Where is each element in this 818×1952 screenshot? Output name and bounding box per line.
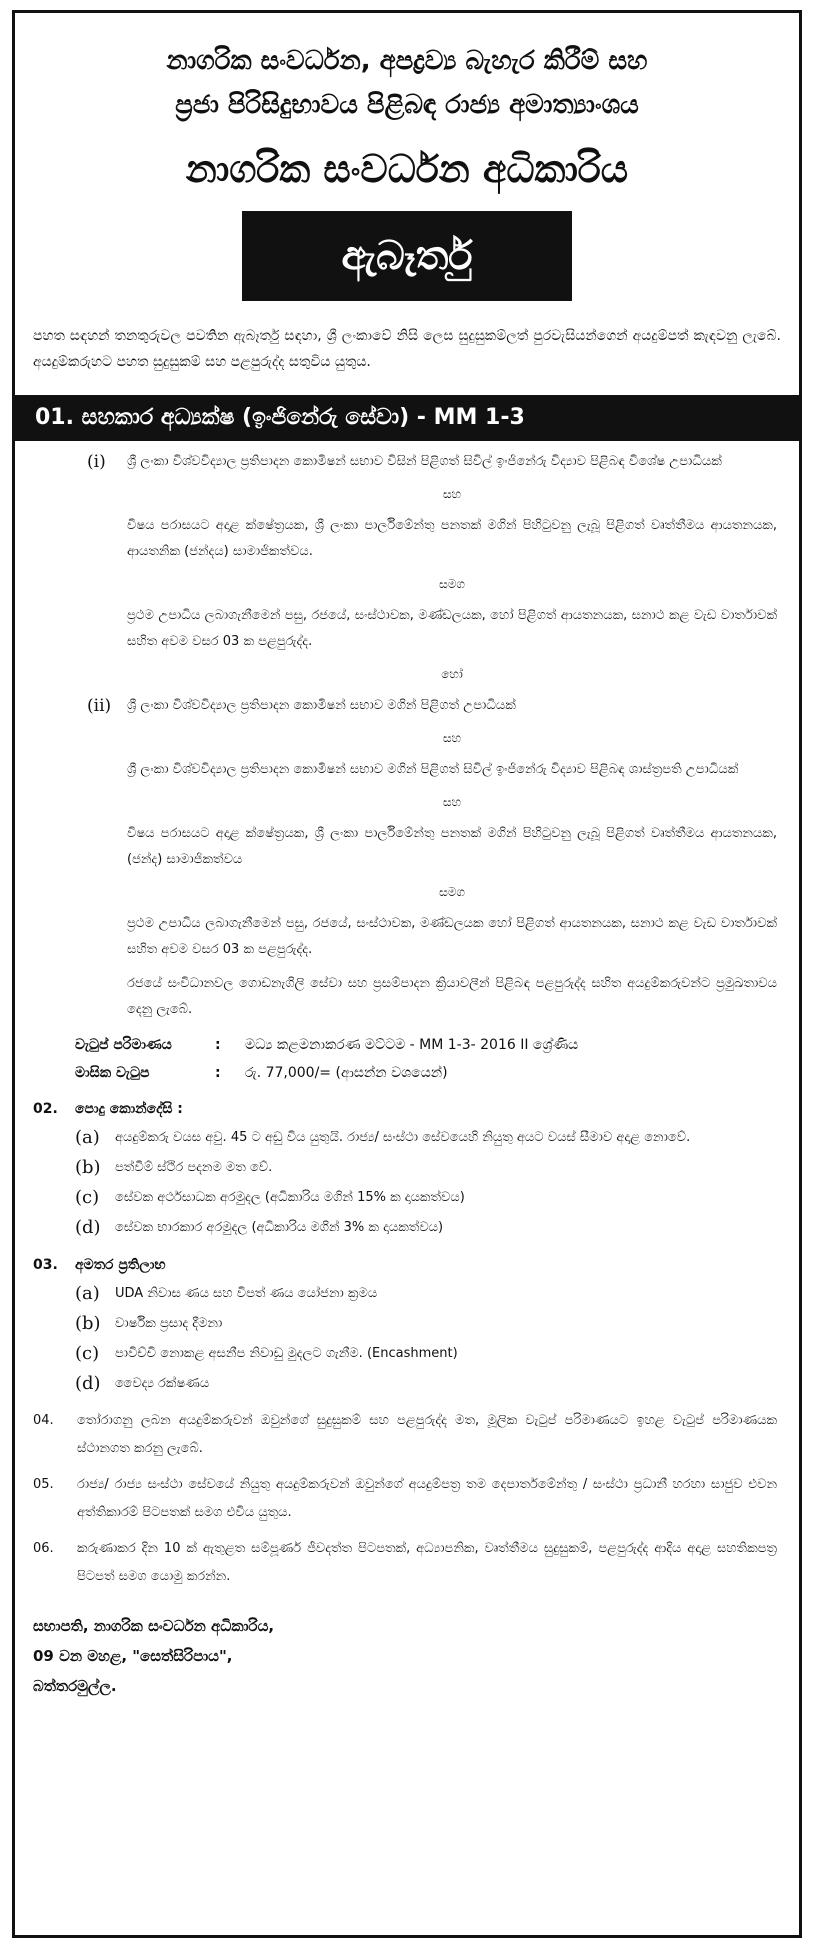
ministry-title-line2: ප්‍රජා පිරිසිදුභාවය පිළිබඳ රාජ්‍ය අමාත්‍යාංශය xyxy=(175,90,639,120)
benefit-item xyxy=(75,1339,777,1369)
address-line-1: සභාපති, නාගරික සංවර්ධන අධිකාරිය, xyxy=(33,1617,275,1635)
paragraph-number: 06. xyxy=(33,1541,54,1556)
monthly-salary-row: මාසික වැටුප : රු. 77,000/= (ආසන්න වශයෙන්) xyxy=(75,1059,799,1087)
qualification-text: ප්‍රථම උපාධිය ලබාගැනීමෙන් පසු, රජයේ, සංස්ථාවක, මණ්ඩලයක, හෝ පිළිගත් ආයතනයක, සනාථ කළ වැඩ වාර්තාවක් සහිත අවම වසර 03 ක පළපුරුද්ද. xyxy=(127,608,777,649)
intro-paragraph: පහත සඳහන් තනතුරුවල පවතින ඇබෑර්තු සඳහා, ශ්‍රී ලංකාවේ නිසි ලෙස සුදුසුකම්ලත් පුරවැසියන්ගෙන් අයදුම්පත් කැඳවනු ලැබේ. අයදුම්කරුහට පහත සුදුසුකම් සහ පළපුරුද්ද සතුවිය යුතුය. xyxy=(33,328,781,370)
authority-title: නාගරික සංවර්ධන අධිකාරිය xyxy=(185,147,629,191)
paragraph-6 xyxy=(15,1535,777,1591)
item-text: වාර්ෂික ප්‍රසාද දීමනා xyxy=(115,1316,223,1331)
conjunction-or: හෝ xyxy=(441,667,463,681)
qualification-option-1 xyxy=(87,449,777,475)
qualification-text: විෂය පරාසයට අදාළ ක්ෂේත්‍රයක, ශ්‍රී ලංකා පාර්ලිමේන්තු පනතක් මගින් පිහිටුවනු ලැබූ පිළිගත් වෘත්තීමය ආයතනයක, (ජන්ද) සාමාජිකත්වය xyxy=(127,826,777,867)
benefit-item xyxy=(75,1279,777,1309)
condition-item xyxy=(75,1153,777,1183)
salary-scale-row: වැටුප් පරිමාණය : මධ්‍ය කළමනාකරණ මට්ටම - MM 1-3- 2016 II ශ්‍රේණිය xyxy=(75,1031,799,1059)
section-title: පොදු කොන්දේසි : xyxy=(75,1101,183,1117)
section-number: 03. xyxy=(33,1257,58,1273)
item-letter: (b) xyxy=(75,1313,101,1334)
conjunction: සමග xyxy=(439,885,465,899)
section-number: 02. xyxy=(33,1101,58,1117)
item-letter: (a) xyxy=(75,1127,100,1148)
section-2-heading xyxy=(33,1095,799,1123)
item-text: පාවිච්චි නොකළ අසනීප නිවාඩු මුදලට ගැනීම. (Encashment) xyxy=(115,1346,458,1361)
qualification-text: විෂය පරාසයට අදාළ ක්ෂේත්‍රයක, ශ්‍රී ලංකා පාර්ලිමේන්තු පනතක් මගින් පිහිටුවනු ලැබූ පිළිගත් වෘත්තීමය ආයතනයක, ආයතනික (ජන්දය) සාමාජිකත්වය. xyxy=(127,518,777,559)
ministry-title-line1: නාගරික සංවර්ධන, අපද්‍රව්‍ය බැහැර කිරීම් සහ xyxy=(166,46,648,76)
qualification-text: ශ්‍රී ලංකා විශ්වවිද්‍යාල ප්‍රතිපාදන කොමිෂන් සභාව මගින් පිළිගත් සිවිල් ඉංජිනේරු විද්‍යාව පිළිබඳ ශාස්ත්‍රපති උපාධියක් xyxy=(127,762,739,777)
paragraph-text: රාජ්‍ය/ රාජ්‍ය සංස්ථා සේවයේ නියුතු අයදුම්කරුවන් ඔවුන්ගේ අයදුම්පත්‍ර තම දෙපාර්තමේන්තු / සංස්ථා ප්‍රධානී හරහා සාජුව එවන අත්තිකාරම් පිටපතක් සමග එවිය යුතුය. xyxy=(77,1477,777,1520)
section-3-heading xyxy=(33,1251,799,1279)
conjunction: සහ xyxy=(442,731,462,745)
item-letter: (c) xyxy=(75,1343,100,1364)
item-text: UDA නිවාස ණය සහ විපත් ණය යෝජනා ක්‍රමය xyxy=(115,1286,378,1301)
conjunction: සහ xyxy=(442,487,462,501)
qualification-text: ශ්‍රී ලංකා විශ්වවිද්‍යාල ප්‍රතිපාදන කොමිෂන් සභාව මගින් පිළිගත් උපාධියක් xyxy=(127,698,516,713)
advertisement-page xyxy=(12,10,802,1938)
paragraph-text: තෝරාගනු ලබන අයදුම්කරුවන් ඔවුන්ගේ සුදුසුකම් සහ පළපුරුද්ද මත, මූලික වැටුප් පරිමාණයට ඉහළ වැටුප් පරිමාණයක ස්ථානගත කරනු ලැබේ. xyxy=(77,1413,777,1456)
roman-numeral: (ii) xyxy=(87,696,112,716)
monthly-salary-label: මාසික වැටුප xyxy=(75,1065,150,1081)
roman-numeral: (i) xyxy=(87,452,106,472)
item-letter: (d) xyxy=(75,1373,101,1394)
paragraph-number: 04. xyxy=(33,1413,54,1428)
paragraph-text: කරුණාකර දින 10 ක් ඇතුළත සම්පූර්ණ ජීවදත්ත පිටපතක්, අධ්‍යාපනික, වෘත්තීමය සුදුසුකම්, පළපුරුද්ද ආදිය අදාළ සහතිකපත්‍ර පිටපත් සමග යොමු කරන්න. xyxy=(77,1541,777,1584)
item-letter: (a) xyxy=(75,1283,100,1304)
qualification-option-2 xyxy=(87,693,777,719)
monthly-salary-value: රු. 77,000/= (ආසන්න වශයෙන්) xyxy=(245,1065,448,1081)
section-title: අමතර ප්‍රතිලාභ xyxy=(75,1257,166,1273)
item-letter: (b) xyxy=(75,1157,101,1178)
item-letter: (d) xyxy=(75,1217,101,1238)
item-text: සේවක අර්ථසාධක අරමුදල (අධිකාරිය මගින් 15% ක දායකත්වය) xyxy=(115,1190,465,1205)
qualification-text: ශ්‍රී ලංකා විශ්වවිද්‍යාල ප්‍රතිපාදන කොමිෂන් සභාව විසින් පිළිගත් සිවිල් ඉංජිනේරු විද්‍යාව පිළිබඳ විශේෂ උපාධියක් xyxy=(127,454,722,469)
address-line-3: බත්තරමුල්ල. xyxy=(33,1677,117,1695)
benefit-item xyxy=(75,1309,777,1339)
address-line-2: 09 වන මහළ, "සෙත්සිරිපාය", xyxy=(33,1647,233,1665)
priority-note: රජයේ සංවිධානවල ගොඩනැගිලි සේවා සහ ප්‍රසම්පාදන ක්‍රියාවලීන් පිළිබඳ පළපුරුද්ද සහිත අයදුම්කරුවන්ට ප්‍රමුඛතාවය දෙනු ලැබේ. xyxy=(127,976,777,1017)
qualification-text: ප්‍රථම උපාධිය ලබාගැනීමෙන් පසු, රජයේ, සංස්ථාවක, මණ්ඩලයක හෝ පිළිගත් ආයතනයක, සනාථ කළ වැඩ වාර්තාවක් සහිත අවම වසර 03 ක පළපුරුද්ද. xyxy=(127,916,777,957)
condition-item xyxy=(75,1123,777,1153)
vacancies-banner: ඇබෑර්තු xyxy=(242,211,572,301)
salary-scale-value: මධ්‍ය කළමනාකරණ මට්ටම - MM 1-3- 2016 II ශ්‍රේණිය xyxy=(245,1037,579,1053)
section-1-heading: 01. සහකාර අධ්‍යක්ෂ (ඉංජිනේරු සේවා) - MM 1-3 xyxy=(15,395,799,441)
paragraph-4 xyxy=(15,1407,777,1463)
paragraph-5 xyxy=(15,1471,777,1527)
benefit-item xyxy=(75,1369,777,1399)
item-text: වෛද්‍ය රක්ෂණය xyxy=(115,1376,210,1391)
vacancies-banner-wrap xyxy=(15,211,799,301)
condition-item xyxy=(75,1213,777,1243)
item-text: අයදුම්කරු වයස අවු. 45 ට අඩු විය යුතුයි. රාජ්‍ය/ සංස්ථා සේවයෙහි නියුතු අයට වයස් සීමාව අදාළ නොවේ. xyxy=(115,1130,691,1145)
contact-address xyxy=(33,1611,799,1701)
item-text: පත්වීම් ස්ථිර පදනම මත වේ. xyxy=(115,1160,273,1175)
condition-item xyxy=(75,1183,777,1213)
item-text: සේවක භාරකාර අරමුදල (අධිකාරිය මගින් 3% ක දායකත්වය) xyxy=(115,1220,444,1235)
paragraph-number: 05. xyxy=(33,1477,54,1492)
conjunction: සහ xyxy=(442,795,462,809)
salary-scale-label: වැටුප් පරිමාණය xyxy=(75,1037,172,1053)
conjunction: සමග xyxy=(439,577,465,591)
item-letter: (c) xyxy=(75,1187,100,1208)
